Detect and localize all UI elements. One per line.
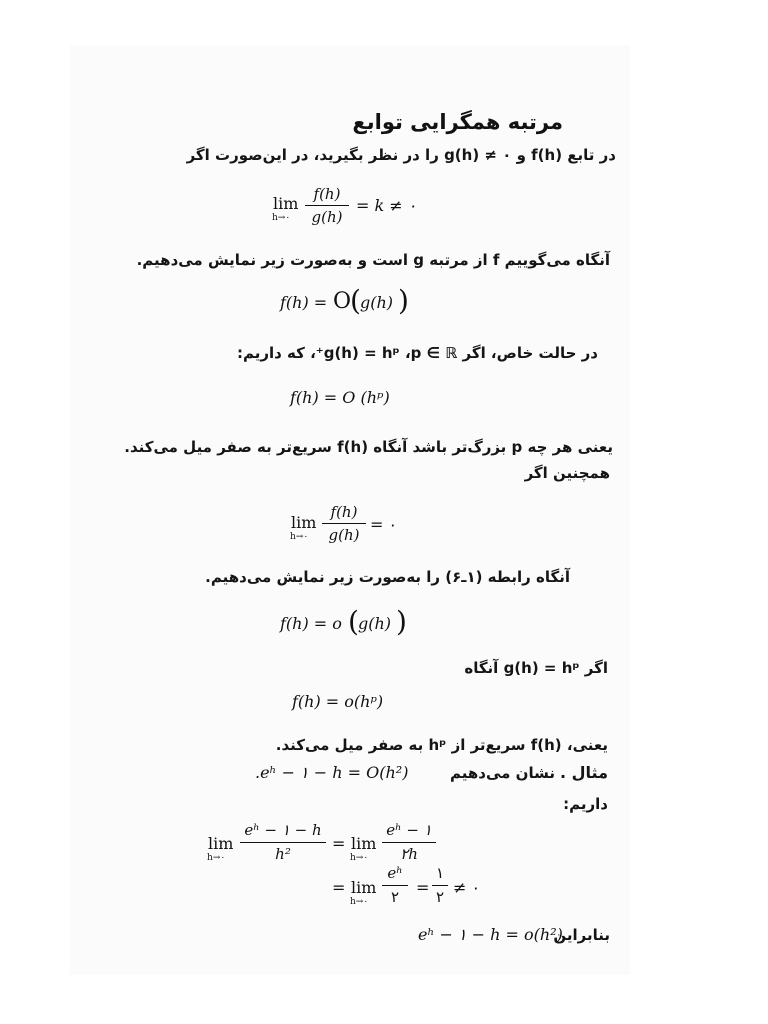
right-paren: ) <box>396 605 407 638</box>
lim-symbol: lim <box>208 834 234 853</box>
also-if-text: همچنین اگر <box>524 464 610 482</box>
fraction-denominator: h² <box>275 845 291 863</box>
fraction-numerator: f(h) <box>313 185 341 203</box>
if-power-text: اگر g(h) = hᵖ آنگاه <box>464 659 608 677</box>
lim-symbol: lim <box>351 834 377 853</box>
example-text: نشان می‌دهیم <box>450 764 555 782</box>
fraction-numerator: eʰ − ۱ − h <box>244 821 322 839</box>
lim-subscript: h→۰ <box>350 897 369 907</box>
equation-little-o-power: f(h) = o(hᵖ) <box>292 692 384 711</box>
equals-sign: = <box>332 834 346 853</box>
fraction-bar <box>322 523 366 524</box>
explanation-text: یعنی هر چه p بزرگ‌تر باشد آنگاه f(h) سریع‌تر به صفر میل می‌کند. <box>124 438 613 456</box>
fraction-denominator: ۲ <box>390 888 400 906</box>
lim-subscript: h→۰ <box>350 853 369 863</box>
lim-symbol: lim <box>351 878 377 897</box>
example-label: مثال . <box>560 763 608 782</box>
fraction-denominator: g(h) <box>311 208 343 226</box>
we-have-text: داریم: <box>563 795 608 813</box>
equals-sign: = <box>416 878 430 897</box>
left-paren: ( <box>350 284 361 317</box>
relation-text: آنگاه رابطه (۱ـ۶) را به‌صورت زیر نمایش می‌دهیم. <box>205 568 570 586</box>
equation-lhs: f(h) = o <box>280 614 342 633</box>
equation-rhs: = k ≠ ۰ <box>356 196 417 215</box>
fraction-numerator: eʰ <box>387 864 403 882</box>
fraction-bar <box>382 885 408 886</box>
lim-subscript: h→۰ <box>272 213 291 223</box>
little-o-argument: g(h) <box>358 614 392 633</box>
therefore-word: بنابراین <box>553 926 610 944</box>
intro-text: در تابع f(h) و ۰ ≠ g(h) را در نظر بگیرید، در این‌صورت اگر <box>186 146 616 164</box>
right-paren: ) <box>398 284 409 317</box>
equation-lhs: f(h) = <box>280 293 328 312</box>
lim-subscript: h→۰ <box>207 853 226 863</box>
fraction-bar <box>305 205 349 206</box>
fraction-numerator: eʰ − ۱ <box>386 821 432 839</box>
lim-symbol: lim <box>291 513 317 532</box>
definition-text: آنگاه می‌گوییم f از مرتبه g است و به‌صورت زیر نمایش می‌دهیم. <box>136 251 610 269</box>
not-equal-zero: ≠ ۰ <box>453 878 481 897</box>
fraction-denominator: ۲ <box>435 888 445 906</box>
lim-subscript: h→۰ <box>290 532 309 542</box>
special-case-text: در حالت خاص، اگر g(h) = hᵖ ،p ∈ ℝ⁺، که داریم: <box>236 344 598 362</box>
fraction-denominator: g(h) <box>328 526 360 544</box>
fraction-numerator: f(h) <box>330 503 358 521</box>
meaning-text: یعنی، f(h) سریع‌تر از hᵖ به صفر میل می‌کند. <box>275 736 608 754</box>
fraction-denominator: ۲h <box>400 845 418 863</box>
fraction-bar <box>432 885 448 886</box>
conclusion-equation: eʰ − ۱ − h = o(h²) <box>418 925 563 944</box>
big-o-symbol: O <box>333 289 352 314</box>
fraction-numerator: ۱ <box>435 864 445 882</box>
fraction-bar <box>382 842 436 843</box>
equals-sign: = <box>332 878 346 897</box>
fraction-bar <box>240 842 326 843</box>
lim-symbol: lim <box>273 194 299 213</box>
big-o-argument: g(h) <box>360 293 394 312</box>
example-equation: .eʰ − ۱ − h = O(h²) <box>255 763 409 782</box>
page-title: مرتبه همگرایی توابع <box>352 110 563 134</box>
left-paren: ( <box>348 605 359 638</box>
equation-big-o-power: f(h) = O (hᵖ) <box>290 388 390 407</box>
equation-rhs: = ۰ <box>370 515 398 534</box>
